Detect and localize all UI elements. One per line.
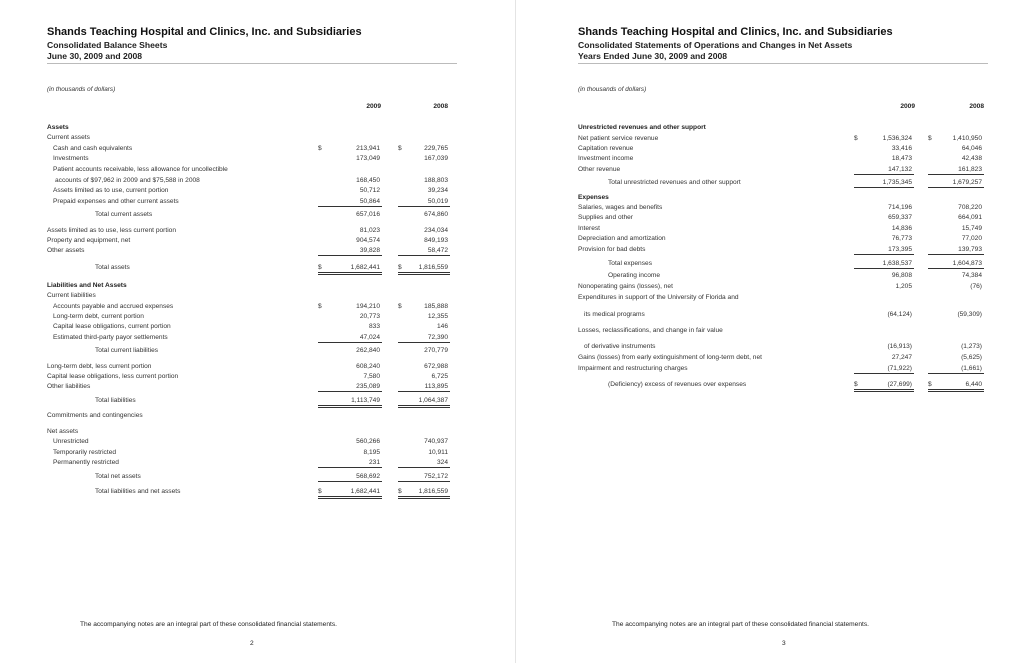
line-item-label: Interest bbox=[578, 225, 600, 232]
value-2008: 146 bbox=[436, 323, 448, 330]
line-item-label: Total unrestricted revenues and other support bbox=[608, 179, 741, 186]
value-2008: 12,355 bbox=[427, 313, 448, 320]
line-item-label: Current assets bbox=[47, 134, 90, 141]
value-2008: 6,440 bbox=[965, 381, 982, 388]
line-item-label: Investment income bbox=[578, 155, 634, 162]
value-2009: (16,913) bbox=[887, 343, 912, 350]
total-underline bbox=[928, 373, 984, 374]
value-2008: 58,472 bbox=[427, 247, 448, 254]
line-item-label: Unrestricted bbox=[53, 438, 89, 445]
operations-statement-page bbox=[516, 0, 1024, 663]
value-2009: 1,205 bbox=[895, 283, 912, 290]
value-2009: 168,450 bbox=[356, 177, 380, 184]
value-2008: 188,803 bbox=[424, 177, 448, 184]
value-2009: 1,113,749 bbox=[351, 397, 380, 404]
value-2008: 77,020 bbox=[961, 235, 982, 242]
line-item-label: Total net assets bbox=[95, 473, 141, 480]
total-underline bbox=[318, 481, 382, 482]
value-2008: 1,064,387 bbox=[418, 397, 448, 404]
value-2008: 708,220 bbox=[958, 204, 982, 211]
total-underline bbox=[854, 254, 914, 255]
line-item-label: Net assets bbox=[47, 428, 79, 435]
total-underline bbox=[318, 342, 382, 343]
line-item-label: Total liabilities and net assets bbox=[95, 488, 181, 495]
year-header-2008: 2008 bbox=[969, 103, 984, 110]
total-underline bbox=[318, 467, 382, 468]
units-note: (in thousands of dollars) bbox=[47, 86, 116, 93]
total-underline bbox=[398, 206, 450, 207]
line-item-label: Capital lease obligations, current portion bbox=[53, 323, 171, 330]
value-2009: 608,240 bbox=[356, 363, 380, 370]
total-double-underline bbox=[318, 274, 382, 275]
line-item-label: Other revenue bbox=[578, 166, 621, 173]
line-item-label: Losses, reclassifications, and change in fair value bbox=[578, 327, 723, 334]
value-2008: 664,091 bbox=[958, 214, 982, 221]
value-2008: 229,765 bbox=[424, 145, 448, 152]
total-underline bbox=[398, 467, 450, 468]
line-item-label: of derivative instruments bbox=[584, 343, 656, 350]
value-2008: 270,779 bbox=[424, 347, 448, 354]
line-item-label: Total liabilities bbox=[95, 397, 136, 404]
line-item-label: Nonoperating gains (losses), net bbox=[578, 283, 673, 290]
total-double-underline bbox=[318, 407, 382, 408]
value-2009: 147,132 bbox=[888, 166, 912, 173]
line-item-label: Current liabilities bbox=[47, 292, 96, 299]
total-underline bbox=[854, 187, 914, 188]
total-underline bbox=[398, 255, 450, 256]
value-2008: 50,019 bbox=[427, 198, 448, 205]
value-2009: (27,699) bbox=[887, 381, 912, 388]
value-2009: 47,024 bbox=[359, 334, 380, 341]
value-2008: 6,725 bbox=[431, 373, 448, 380]
line-item-label: accounts of $97,962 in 2009 and $75,588 in 2008 bbox=[55, 177, 200, 184]
line-item-label: Other liabilities bbox=[47, 383, 91, 390]
value-2008: 64,046 bbox=[961, 145, 982, 152]
value-2008: (1,661) bbox=[961, 365, 982, 372]
value-2008: 1,604,873 bbox=[952, 260, 982, 267]
value-2009: 76,773 bbox=[891, 235, 912, 242]
statement-date: June 30, 2009 and 2008 bbox=[47, 51, 143, 61]
value-2009: (64,124) bbox=[887, 311, 912, 318]
section-heading: Expenses bbox=[578, 194, 609, 201]
value-2009: 96,808 bbox=[891, 272, 912, 279]
value-2009: 50,712 bbox=[359, 187, 380, 194]
value-2008: 1,410,950 bbox=[952, 135, 982, 142]
currency-symbol: $ bbox=[854, 381, 858, 388]
total-underline bbox=[398, 481, 450, 482]
value-2009: 568,692 bbox=[356, 473, 380, 480]
value-2009: 33,416 bbox=[891, 145, 912, 152]
value-2008: 39,234 bbox=[427, 187, 448, 194]
value-2009: 8,195 bbox=[363, 449, 380, 456]
value-2009: 20,773 bbox=[359, 313, 380, 320]
value-2009: 39,828 bbox=[359, 247, 380, 254]
value-2008: 113,895 bbox=[424, 383, 448, 390]
line-item-label: Investments bbox=[53, 155, 89, 162]
line-item-label: Assets limited as to use, less current portion bbox=[47, 227, 176, 234]
value-2009: 1,682,441 bbox=[350, 264, 380, 271]
value-2008: 161,823 bbox=[958, 166, 982, 173]
currency-symbol: $ bbox=[928, 135, 932, 142]
value-2009: 1,682,441 bbox=[350, 488, 380, 495]
line-item-label: Permanently restricted bbox=[53, 459, 119, 466]
value-2008: 234,034 bbox=[424, 227, 448, 234]
total-underline bbox=[854, 174, 914, 175]
value-2009: 173,049 bbox=[356, 155, 380, 162]
value-2008: 1,816,559 bbox=[418, 264, 448, 271]
value-2009: 27,247 bbox=[891, 354, 912, 361]
value-2009: 1,638,537 bbox=[882, 260, 912, 267]
value-2008: 139,793 bbox=[958, 246, 982, 253]
value-2009: (71,922) bbox=[887, 365, 912, 372]
section-heading: Unrestricted revenues and other support bbox=[578, 124, 706, 131]
value-2009: 714,196 bbox=[888, 204, 912, 211]
value-2009: 833 bbox=[368, 323, 380, 330]
line-item-label: Depreciation and amortization bbox=[578, 235, 666, 242]
line-item-label: Patient accounts receivable, less allowance for uncollectible bbox=[53, 166, 228, 173]
value-2009: 18,473 bbox=[891, 155, 912, 162]
section-heading: Liabilities and Net Assets bbox=[47, 282, 127, 289]
total-underline bbox=[318, 255, 382, 256]
currency-symbol: $ bbox=[318, 303, 322, 310]
currency-symbol: $ bbox=[928, 381, 932, 388]
currency-symbol: $ bbox=[398, 145, 402, 152]
total-underline bbox=[928, 187, 984, 188]
value-2008: 185,888 bbox=[424, 303, 448, 310]
line-item-label: Commitments and contingencies bbox=[47, 412, 143, 419]
line-item-label: Total current liabilities bbox=[95, 347, 159, 354]
line-item-label: Capitation revenue bbox=[578, 145, 634, 152]
value-2009: 657,016 bbox=[356, 211, 380, 218]
line-item-label: Total current assets bbox=[95, 211, 153, 218]
statement-title: Consolidated Statements of Operations and Changes in Net Assets bbox=[578, 40, 853, 50]
value-2009: 659,337 bbox=[888, 214, 912, 221]
page-number: 2 bbox=[250, 640, 254, 647]
line-item-label: Cash and cash equivalents bbox=[53, 145, 133, 152]
value-2008: (59,309) bbox=[957, 311, 982, 318]
line-item-label: Other assets bbox=[47, 247, 85, 254]
value-2008: 15,749 bbox=[961, 225, 982, 232]
line-item-label: Operating income bbox=[608, 272, 661, 279]
value-2008: 740,937 bbox=[424, 438, 448, 445]
line-item-label: Total assets bbox=[95, 264, 130, 271]
total-underline bbox=[318, 405, 382, 406]
currency-symbol: $ bbox=[398, 303, 402, 310]
line-item-label: its medical programs bbox=[584, 311, 645, 318]
line-item-label: (Deficiency) excess of revenues over expenses bbox=[608, 381, 747, 388]
line-item-label: Property and equipment, net bbox=[47, 237, 131, 244]
total-underline bbox=[854, 389, 914, 390]
line-item-label: Gains (losses) from early extinguishment of long-term debt, net bbox=[578, 354, 762, 361]
value-2009: 194,210 bbox=[356, 303, 380, 310]
header-rule bbox=[578, 63, 988, 64]
total-underline bbox=[398, 342, 450, 343]
currency-symbol: $ bbox=[318, 264, 322, 271]
value-2008: (76) bbox=[970, 283, 982, 290]
value-2008: (5,625) bbox=[961, 354, 982, 361]
line-item-label: Impairment and restructuring charges bbox=[578, 365, 688, 372]
value-2009: 213,941 bbox=[356, 145, 380, 152]
value-2008: 74,384 bbox=[961, 272, 982, 279]
total-underline bbox=[318, 206, 382, 207]
line-item-label: Capital lease obligations, less current portion bbox=[47, 373, 179, 380]
line-item-label: Assets limited as to use, current portion bbox=[53, 187, 169, 194]
total-underline bbox=[854, 268, 914, 269]
year-header-2008: 2008 bbox=[433, 103, 448, 110]
currency-symbol: $ bbox=[398, 264, 402, 271]
total-underline bbox=[928, 389, 984, 390]
value-2009: 7,580 bbox=[363, 373, 380, 380]
total-underline bbox=[398, 272, 450, 273]
page-number: 3 bbox=[782, 640, 786, 647]
value-2008: 72,390 bbox=[427, 334, 448, 341]
line-item-label: Accounts payable and accrued expenses bbox=[53, 303, 174, 310]
total-underline bbox=[318, 272, 382, 273]
total-underline bbox=[398, 391, 450, 392]
value-2008: (1,273) bbox=[961, 343, 982, 350]
value-2009: 231 bbox=[368, 459, 380, 466]
currency-symbol: $ bbox=[398, 488, 402, 495]
line-item-label: Salaries, wages and benefits bbox=[578, 204, 663, 211]
value-2009: 173,395 bbox=[888, 246, 912, 253]
value-2009: 235,089 bbox=[356, 383, 380, 390]
line-item-label: Expenditures in support of the University of Florida and bbox=[578, 294, 739, 301]
value-2008: 849,193 bbox=[424, 237, 448, 244]
value-2008: 10,911 bbox=[428, 449, 448, 456]
total-underline bbox=[318, 391, 382, 392]
line-item-label: Long-term debt, current portion bbox=[53, 313, 144, 320]
section-heading: Assets bbox=[47, 124, 69, 131]
value-2009: 560,266 bbox=[356, 438, 380, 445]
line-item-label: Estimated third-party payor settlements bbox=[53, 334, 168, 341]
value-2008: 42,438 bbox=[961, 155, 982, 162]
units-note: (in thousands of dollars) bbox=[578, 86, 647, 93]
header-rule bbox=[47, 63, 457, 64]
total-double-underline bbox=[398, 407, 450, 408]
value-2008: 167,039 bbox=[424, 155, 448, 162]
currency-symbol: $ bbox=[318, 145, 322, 152]
footer-note: The accompanying notes are an integral part of these consolidated financial statements. bbox=[612, 621, 869, 628]
total-underline bbox=[928, 268, 984, 269]
total-underline bbox=[318, 496, 382, 497]
value-2009: 14,836 bbox=[891, 225, 912, 232]
value-2009: 262,840 bbox=[356, 347, 380, 354]
value-2008: 674,860 bbox=[424, 211, 448, 218]
line-item-label: Prepaid expenses and other current assets bbox=[53, 198, 179, 205]
value-2008: 672,988 bbox=[424, 363, 448, 370]
total-double-underline bbox=[398, 498, 450, 499]
line-item-label: Long-term debt, less current portion bbox=[47, 363, 152, 370]
total-underline bbox=[398, 405, 450, 406]
statement-date: Years Ended June 30, 2009 and 2008 bbox=[578, 51, 728, 61]
value-2009: 904,574 bbox=[356, 237, 380, 244]
line-item-label: Temporarily restricted bbox=[53, 449, 117, 456]
total-double-underline bbox=[854, 391, 914, 392]
total-double-underline bbox=[928, 391, 984, 392]
line-item-label: Supplies and other bbox=[578, 214, 633, 221]
line-item-label: Total expenses bbox=[608, 260, 652, 267]
total-double-underline bbox=[318, 498, 382, 499]
value-2009: 1,735,345 bbox=[882, 179, 912, 186]
statement-title: Consolidated Balance Sheets bbox=[47, 40, 168, 50]
line-item-label: Net patient service revenue bbox=[578, 135, 659, 142]
value-2008: 324 bbox=[436, 459, 448, 466]
value-2009: 1,536,324 bbox=[882, 135, 912, 142]
year-header-2009: 2009 bbox=[366, 103, 381, 110]
total-double-underline bbox=[398, 274, 450, 275]
value-2009: 81,023 bbox=[359, 227, 380, 234]
total-underline bbox=[928, 254, 984, 255]
line-item-label: Provision for bad debts bbox=[578, 246, 646, 253]
value-2008: 752,172 bbox=[424, 473, 448, 480]
value-2009: 50,864 bbox=[359, 198, 380, 205]
total-underline bbox=[854, 373, 914, 374]
total-underline bbox=[398, 496, 450, 497]
value-2008: 1,679,257 bbox=[952, 179, 982, 186]
page-title: Shands Teaching Hospital and Clinics, Inc. and Subsidiaries bbox=[47, 26, 362, 38]
footer-note: The accompanying notes are an integral part of these consolidated financial statements. bbox=[80, 621, 337, 628]
year-header-2009: 2009 bbox=[900, 103, 915, 110]
total-underline bbox=[928, 174, 984, 175]
currency-symbol: $ bbox=[318, 488, 322, 495]
value-2008: 1,816,559 bbox=[418, 488, 448, 495]
currency-symbol: $ bbox=[854, 135, 858, 142]
page-title: Shands Teaching Hospital and Clinics, Inc. and Subsidiaries bbox=[578, 26, 893, 38]
